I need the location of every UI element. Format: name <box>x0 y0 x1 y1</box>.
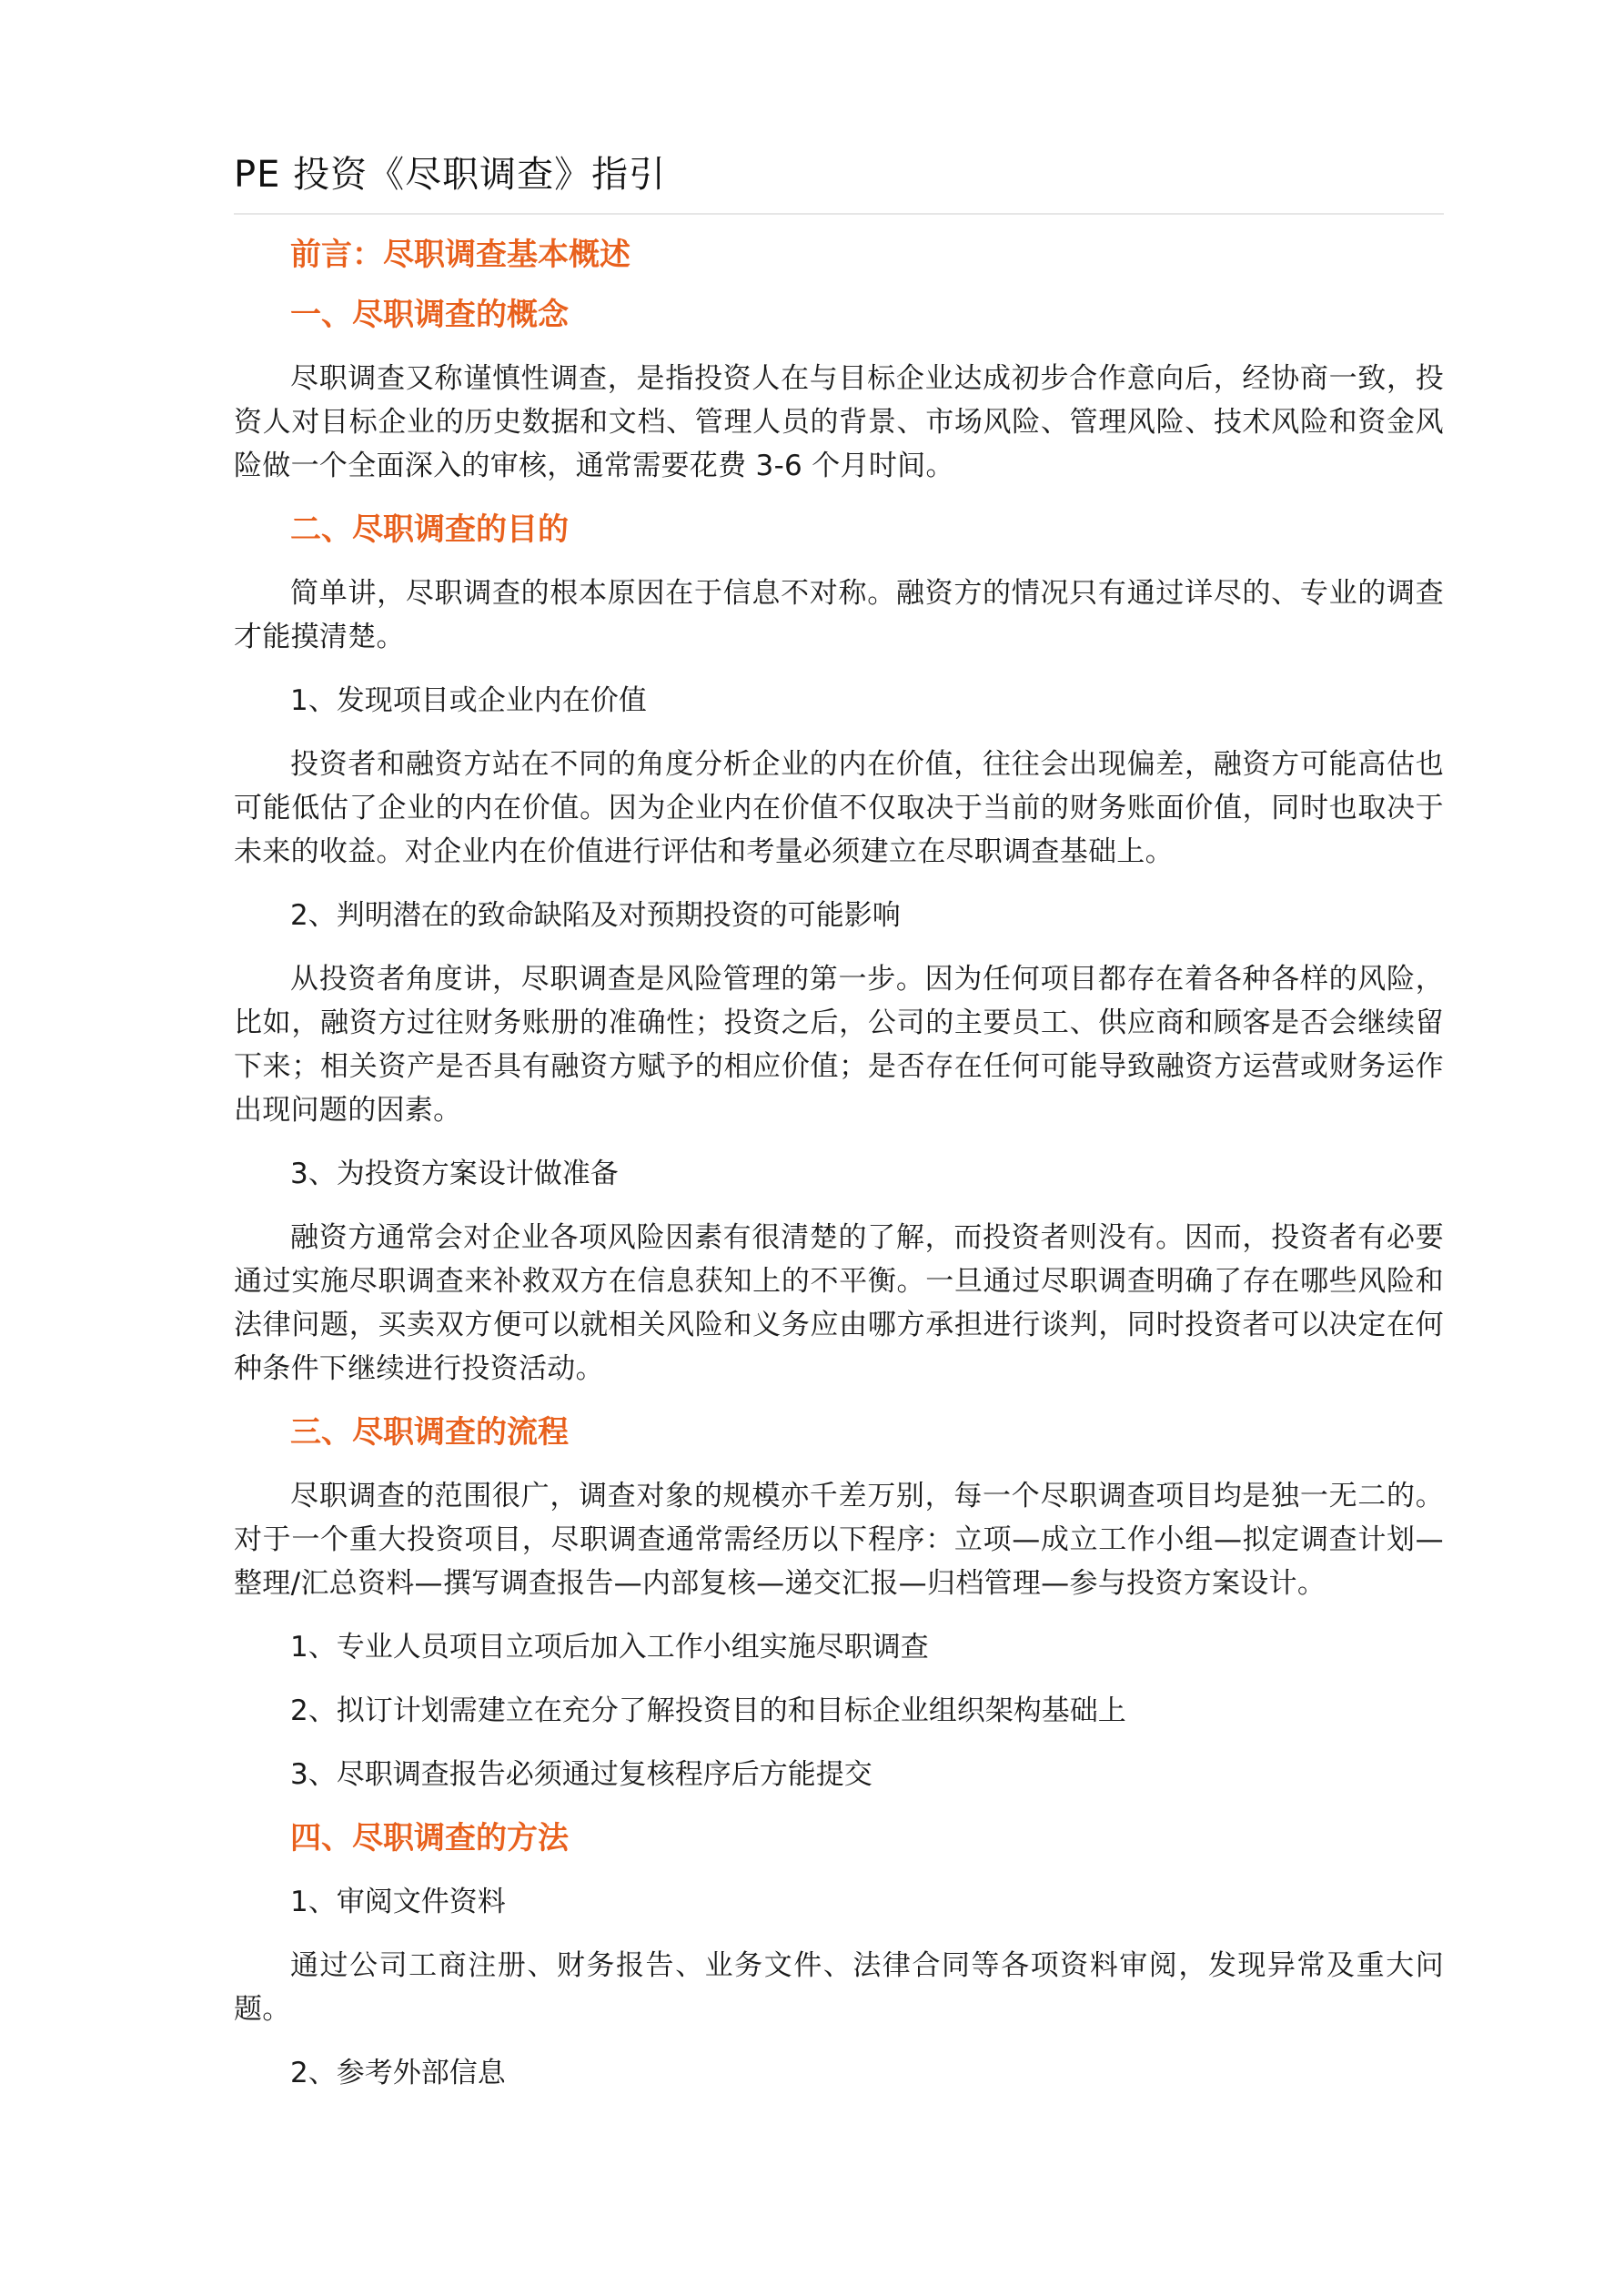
subheading-process-1: 1、专业人员项目立项后加入工作小组实施尽职调查 <box>290 1631 929 1664</box>
section-heading-methods: 四、尽职调查的方法 <box>290 1820 569 1856</box>
subheading-purpose-1: 1、发现项目或企业内在价值 <box>290 684 647 717</box>
subheading-methods-1: 1、审阅文件资料 <box>290 1886 506 1918</box>
subheading-process-2: 2、拟订计划需建立在充分了解投资目的和目标企业组织架构基础上 <box>290 1694 1126 1727</box>
paragraph-purpose: 简单讲，尽职调查的根本原因在于信息不对称。融资方的情况只有通过详尽的、专业的调查才能摸清楚。 <box>234 577 1444 653</box>
paragraph-purpose-3: 融资方通常会对企业各项风险因素有很清楚的了解，而投资者则没有。因而，投资者有必要通过实施尽职调查来补救双方在信息获知上的不平衡。一旦通过尽职调查明确了存在哪些风险和法律问题，买卖双方便可以就相关风险和义务应由哪方承担进行谈判，同时投资者可以决定在何种条件下继续进行投资活动。 <box>234 1221 1444 1385</box>
subheading-purpose-2: 2、判明潜在的致命缺陷及对预期投资的可能影响 <box>290 899 901 932</box>
paragraph-purpose-2: 从投资者角度讲，尽职调查是风险管理的第一步。因为任何项目都存在着各种各样的风险，比如，融资方过往财务账册的准确性；投资之后，公司的主要员工、供应商和顾客是否会继续留下来；相关资产是否具有融资方赋予的相应价值；是否存在任何可能导致融资方运营或财务运作出现问题的因素。 <box>234 963 1444 1127</box>
document-title: PE 投资《尽职调查》指引 <box>234 154 667 196</box>
paragraph-process: 尽职调查的范围很广，调查对象的规模亦千差万别，每一个尽职调查项目均是独一无二的。对于一个重大投资项目，尽职调查通常需经历以下程序：立项—成立工作小组—拟定调查计划—整理/汇总资料—撰写调查报告—内部复核—递交汇报—归档管理—参与投资方案设计。 <box>234 1480 1444 1600</box>
title-divider <box>234 213 1444 215</box>
section-heading-purpose: 二、尽职调查的目的 <box>290 511 569 548</box>
section-heading-preface: 前言：尽职调查基本概述 <box>290 237 630 273</box>
subheading-purpose-3: 3、为投资方案设计做准备 <box>290 1158 619 1190</box>
subheading-methods-2: 2、参考外部信息 <box>290 2057 506 2089</box>
section-heading-process: 三、尽职调查的流程 <box>290 1414 569 1451</box>
paragraph-concept: 尽职调查又称谨慎性调查，是指投资人在与目标企业达成初步合作意向后，经协商一致，投资人对目标企业的历史数据和文档、管理人员的背景、市场风险、管理风险、技术风险和资金风险做一个全面深入的审核，通常需要花费 3-6 个月时间。 <box>234 362 1444 482</box>
document-page <box>234 0 1444 2095</box>
subheading-process-3: 3、尽职调查报告必须通过复核程序后方能提交 <box>290 1758 873 1791</box>
paragraph-methods-1: 通过公司工商注册、财务报告、业务文件、法律合同等各项资料审阅，发现异常及重大问题。 <box>234 1949 1444 2026</box>
document-body <box>234 233 1444 2095</box>
paragraph-purpose-1: 投资者和融资方站在不同的角度分析企业的内在价值，往往会出现偏差，融资方可能高估也可能低估了企业的内在价值。因为企业内在价值不仅取决于当前的财务账面价值，同时也取决于未来的收益。对企业内在价值进行评估和考量必须建立在尽职调查基础上。 <box>234 748 1444 868</box>
section-heading-concept: 一、尽职调查的概念 <box>290 297 569 333</box>
